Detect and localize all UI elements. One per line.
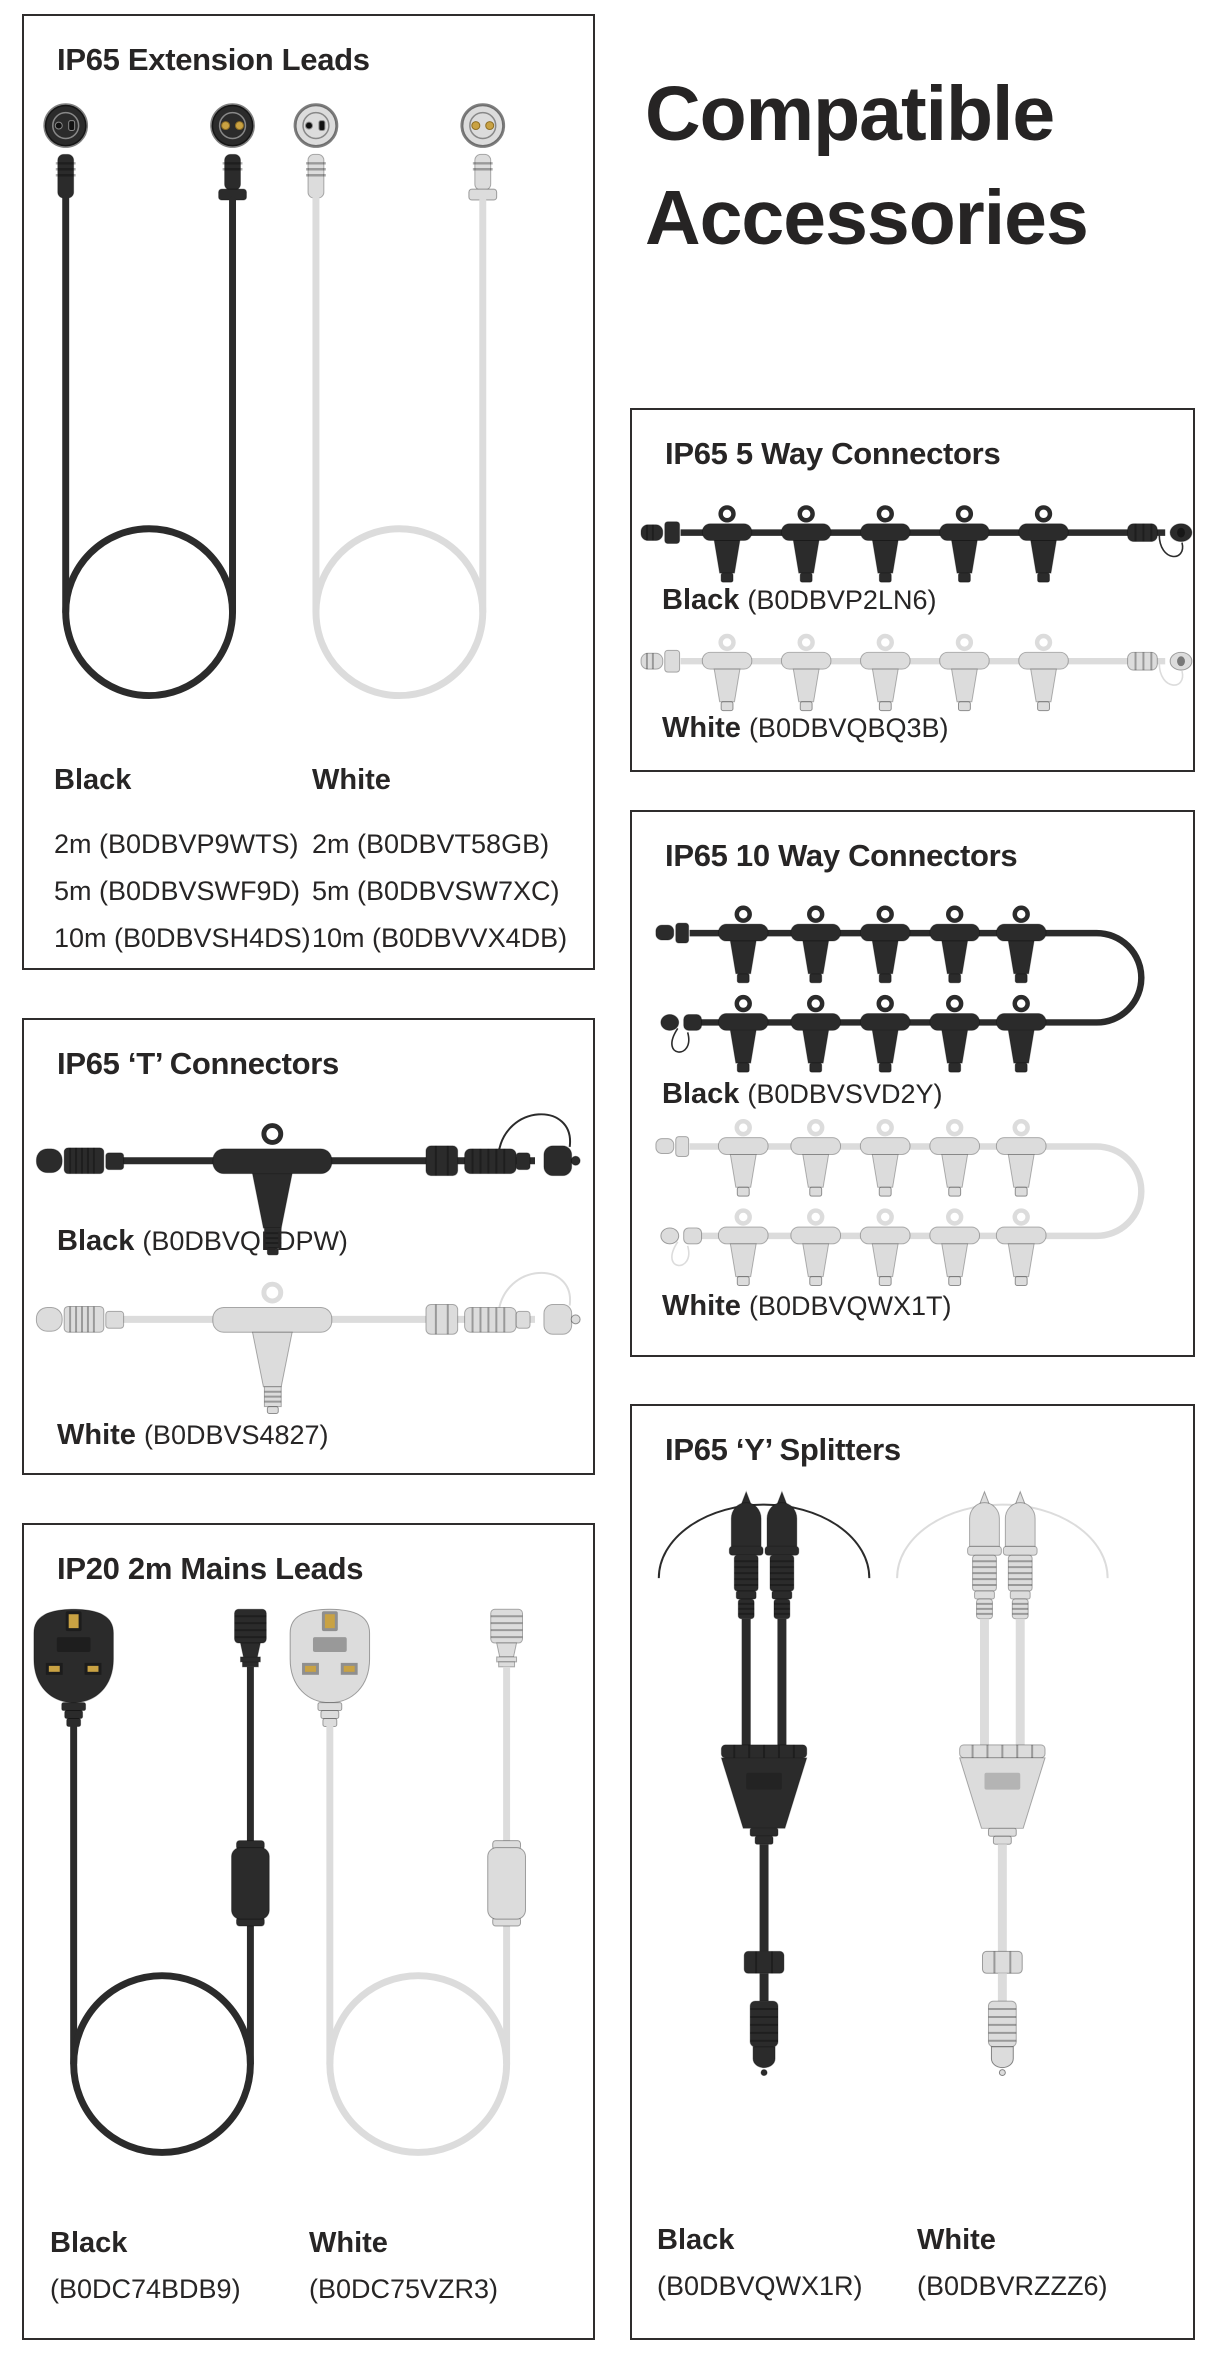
mains-leads-white-label — [309, 2227, 569, 2305]
extension-leads-black-column — [54, 764, 324, 962]
product-code: (B0DBVSVD2Y) — [747, 1079, 943, 1109]
variant-label-black: Black — [57, 1225, 135, 1257]
mains-leads-black-label — [50, 2227, 310, 2305]
product-code-line: 10m (B0DBVVX4DB) — [312, 923, 568, 953]
page-title-line2: Accessories — [645, 175, 1088, 261]
variant-label-black: Black — [662, 584, 740, 616]
variant-label-white: White — [917, 2224, 996, 2256]
panel-heading-mains-leads: IP20 2m Mains Leads — [57, 1551, 364, 1586]
variant-label-white: White — [662, 1290, 741, 1322]
ten-way-black-art — [656, 908, 1141, 1072]
product-code: (B0DC75VZR3) — [309, 2274, 499, 2304]
panel-heading-t-connectors: IP65 ‘T’ Connectors — [57, 1046, 339, 1081]
t-connectors-white-label — [57, 1419, 329, 1452]
panel-extension-leads — [22, 14, 595, 970]
product-code: (B0DBVP2LN6) — [747, 585, 937, 615]
panel-y-splitters — [630, 1404, 1195, 2340]
product-code-line: 2m (B0DBVT58GB) — [312, 829, 550, 859]
five-way-white-art — [641, 636, 1192, 711]
variant-label-black: Black — [662, 1078, 740, 1110]
panel-heading-y-splitters: IP65 ‘Y’ Splitters — [665, 1432, 901, 1467]
panel-t-connectors — [22, 1018, 595, 1475]
ten-way-white-art — [656, 1121, 1141, 1285]
y-splitter-white-art — [897, 1492, 1107, 2076]
product-code: (B0DBVQWX1T) — [748, 1291, 952, 1321]
ten-way-white-label — [662, 1290, 951, 1323]
y-splitters-image — [632, 1406, 1193, 2338]
panel-mains-leads — [22, 1523, 595, 2340]
product-code: (B0DBVQBQ3B) — [748, 713, 949, 743]
product-code: (B0DBVQLDPW) — [142, 1226, 348, 1256]
five-way-white-label — [662, 712, 949, 745]
product-code: (B0DBVQWX1R) — [657, 2271, 863, 2301]
variant-label-black: Black — [657, 2224, 735, 2256]
extension-leads-white-column — [312, 764, 582, 962]
variant-label-white: White — [312, 764, 391, 796]
variant-label-black: Black — [54, 764, 132, 796]
variant-label-white: White — [57, 1419, 136, 1451]
t-connectors-black-label — [57, 1225, 348, 1258]
extension-lead-black-art — [45, 105, 254, 696]
panel-heading-extension-leads: IP65 Extension Leads — [57, 42, 370, 77]
product-code: (B0DBVRZZZ6) — [917, 2271, 1108, 2301]
page-title-line1: Compatible — [645, 71, 1055, 157]
product-code-line: 10m (B0DBVSH4DS) — [54, 923, 311, 953]
y-splitters-black-label — [657, 2224, 917, 2302]
product-code-line: 5m (B0DBVSWF9D) — [54, 876, 301, 906]
variant-label-white: White — [309, 2227, 388, 2259]
panel-10-way-connectors — [630, 810, 1195, 1357]
product-code: (B0DBVS4827) — [143, 1420, 329, 1450]
five-way-black-label — [662, 584, 936, 617]
panel-heading-5-way: IP65 5 Way Connectors — [665, 436, 1001, 471]
mains-leads-image — [24, 1525, 593, 2338]
product-code-line: 2m (B0DBVP9WTS) — [54, 829, 299, 859]
mains-lead-white-art — [290, 1609, 525, 2152]
five-way-black-art — [641, 507, 1192, 582]
variant-label-white: White — [662, 712, 741, 744]
product-code: (B0DC74BDB9) — [50, 2274, 241, 2304]
t-connector-white-art — [36, 1273, 580, 1414]
page-title — [645, 62, 1088, 270]
panel-heading-10-way: IP65 10 Way Connectors — [665, 838, 1018, 873]
extension-lead-white-art — [295, 105, 504, 696]
ten-way-black-label — [662, 1078, 942, 1111]
product-code-line: 5m (B0DBVSW7XC) — [312, 876, 560, 906]
y-splitters-white-label — [917, 2224, 1177, 2302]
mains-lead-black-art — [34, 1609, 269, 2152]
variant-label-black: Black — [50, 2227, 128, 2259]
y-splitter-black-art — [659, 1492, 869, 2076]
panel-5-way-connectors — [630, 408, 1195, 772]
